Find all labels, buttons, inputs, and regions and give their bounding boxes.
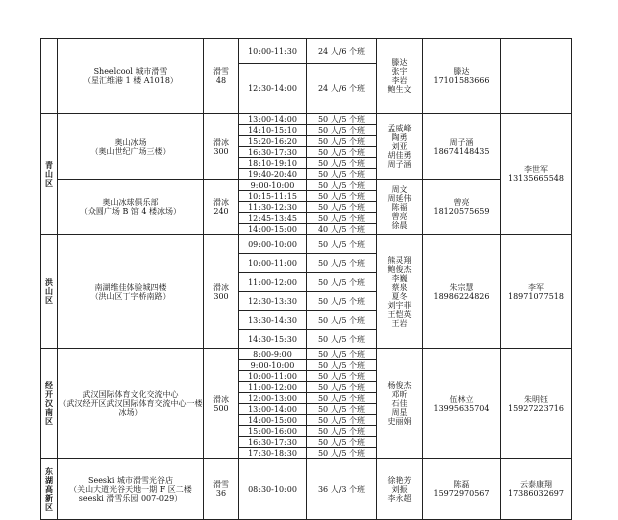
sport-capacity-cell bbox=[204, 459, 239, 520]
district-contact-phone: 13135665548 bbox=[508, 174, 564, 183]
sport-capacity-cell bbox=[204, 235, 239, 349]
district-contact-name: 李军 bbox=[528, 282, 544, 292]
contact-name: 滕达 bbox=[453, 67, 470, 76]
time-slot: 16:30-17:30 bbox=[239, 147, 307, 158]
coach-name: 刘亚 bbox=[391, 142, 408, 151]
group-size: 50 人/5 个班 bbox=[307, 147, 377, 158]
group-size: 50 人/5 个班 bbox=[307, 426, 377, 437]
capacity: 500 bbox=[213, 403, 229, 413]
contact-phone: 15972970567 bbox=[433, 489, 490, 498]
coach-name: 胡佳勇 bbox=[387, 151, 412, 160]
group-size: 50 人/5 个班 bbox=[307, 415, 377, 426]
sport-type: 滑雪 bbox=[213, 67, 229, 76]
coach-name: 杨俊杰 bbox=[387, 381, 412, 390]
time-slot: 9:00-10:00 bbox=[239, 360, 307, 371]
coach-name: 蔡泉 bbox=[391, 282, 408, 292]
sport-type: 滑冰 bbox=[213, 137, 229, 147]
time-slot: 17:30-18:30 bbox=[239, 448, 307, 459]
coach-name: 鲍生文 bbox=[387, 85, 412, 94]
group-size: 50 人/5 个班 bbox=[307, 114, 377, 125]
coaches-cell bbox=[377, 459, 423, 520]
contact-phone: 13995635704 bbox=[433, 403, 490, 413]
time-slot: 15:00-16:00 bbox=[239, 426, 307, 437]
schedule-row bbox=[41, 114, 572, 125]
coach-name: 石佳 bbox=[391, 399, 408, 408]
district-contact-cell bbox=[501, 459, 572, 520]
district-contact-cell bbox=[501, 114, 572, 235]
coach-name: 王岩 bbox=[391, 318, 408, 328]
sport-capacity-cell bbox=[204, 114, 239, 180]
coach-name: 徐艳芳 bbox=[387, 475, 412, 485]
time-slot: 10:00-11:00 bbox=[239, 371, 307, 382]
group-size: 50 人/5 个班 bbox=[307, 273, 377, 292]
time-slot: 10:00-11:00 bbox=[239, 254, 307, 273]
venue-cell bbox=[58, 235, 204, 349]
group-size: 50 人/5 个班 bbox=[307, 169, 377, 180]
venue-schedule-table bbox=[40, 38, 572, 520]
group-size: 50 人/5 个班 bbox=[307, 371, 377, 382]
time-slot: 8:00-9:00 bbox=[239, 349, 307, 360]
coach-name: 曾亮 bbox=[391, 211, 408, 221]
district-contact-name: 朱明钰 bbox=[524, 394, 548, 404]
group-size: 50 人/5 个班 bbox=[307, 158, 377, 169]
group-size: 50 人/5 个班 bbox=[307, 437, 377, 448]
time-slot: 13:30-14:30 bbox=[239, 311, 307, 330]
coach-name: 熊灵翔 bbox=[387, 255, 412, 265]
venue-cell bbox=[58, 114, 204, 180]
coach-name: 周星 bbox=[391, 408, 408, 417]
district-contact-name: 云泰康翔 bbox=[520, 480, 552, 489]
group-size: 50 人/5 个班 bbox=[307, 180, 377, 191]
time-slot: 12:30-13:30 bbox=[239, 292, 307, 311]
coach-name: 李永超 bbox=[387, 493, 412, 503]
group-size: 50 人/5 个班 bbox=[307, 125, 377, 136]
group-size: 50 人/5 个班 bbox=[307, 213, 377, 224]
time-slot: 13:00-14:00 bbox=[239, 404, 307, 415]
coach-name: 孟威峰 bbox=[387, 124, 412, 133]
group-size: 50 人/5 个班 bbox=[307, 349, 377, 360]
coach-name: 李岩 bbox=[391, 76, 408, 85]
venue-name: Seeski 城市滑雪光谷店 bbox=[87, 475, 173, 485]
venue-name: 武汉国际体育文化交流中心 bbox=[82, 390, 179, 399]
coaches-cell bbox=[377, 180, 423, 235]
venue-contact-cell bbox=[423, 459, 501, 520]
time-slot: 10:15-11:15 bbox=[239, 191, 307, 202]
time-slot: 09:00-10:00 bbox=[239, 235, 307, 254]
contact-name: 朱宗慧 bbox=[449, 282, 474, 292]
group-size: 50 人/5 个班 bbox=[307, 404, 377, 415]
district-contact-cell bbox=[501, 349, 572, 459]
schedule-row bbox=[41, 235, 572, 254]
time-slot: 12:30-14:00 bbox=[239, 64, 307, 114]
sport-type: 滑冰 bbox=[213, 394, 229, 404]
region-cell: 洪 山 区 bbox=[41, 235, 58, 349]
capacity: 36 bbox=[215, 489, 227, 498]
time-slot: 12:00-13:00 bbox=[239, 393, 307, 404]
venue-address: （洪山区丁字桥南路） bbox=[90, 291, 171, 301]
region-cell: 东 湖 高 新 区 bbox=[41, 459, 58, 520]
group-size: 50 人/5 个班 bbox=[307, 136, 377, 147]
group-size: 50 人/5 个班 bbox=[307, 382, 377, 393]
coach-name: 陶勇 bbox=[391, 133, 408, 142]
district-contact-cell bbox=[501, 235, 572, 349]
coach-name: 史丽娟 bbox=[387, 417, 412, 426]
venue-name: 奥山冰场 bbox=[114, 137, 147, 147]
group-size: 50 人/5 个班 bbox=[307, 191, 377, 202]
time-slot: 11:00-12:00 bbox=[239, 382, 307, 393]
schedule-row bbox=[41, 180, 572, 191]
time-slot: 11:00-12:00 bbox=[239, 273, 307, 292]
capacity: 300 bbox=[213, 291, 229, 301]
venue-contact-cell bbox=[423, 180, 501, 235]
venue-cell bbox=[58, 39, 204, 114]
venue-name: Sheelcool 城市滑雪 bbox=[93, 67, 168, 76]
group-size: 50 人/5 个班 bbox=[307, 292, 377, 311]
coaches-cell bbox=[377, 349, 423, 459]
time-slot: 19:40-20:40 bbox=[239, 169, 307, 180]
coach-name: 徐晨 bbox=[391, 220, 408, 230]
time-slot: 16:30-17:30 bbox=[239, 437, 307, 448]
venue-address: （奥山世纪广场三楼） bbox=[90, 146, 171, 156]
venue-name: 南湖维佳体验城四楼 bbox=[94, 282, 167, 292]
group-size: 50 人/5 个班 bbox=[307, 360, 377, 371]
coach-name: 周子涵 bbox=[387, 160, 412, 169]
schedule-row bbox=[41, 459, 572, 520]
district-contact-phone: 17386032697 bbox=[508, 489, 564, 498]
contact-phone: 18674148435 bbox=[433, 146, 490, 156]
group-size: 50 人/5 个班 bbox=[307, 448, 377, 459]
contact-phone: 18120575659 bbox=[433, 207, 490, 216]
group-size: 50 人/5 个班 bbox=[307, 235, 377, 254]
contact-name: 周子涵 bbox=[449, 137, 474, 147]
venue-cell bbox=[58, 180, 204, 235]
time-slot: 14:00-15:00 bbox=[239, 415, 307, 426]
coach-name: 滕达 bbox=[391, 58, 408, 67]
coach-name: 刘振 bbox=[391, 484, 408, 494]
group-size: 40 人/5 个班 bbox=[307, 224, 377, 235]
time-slot: 14:10-15:10 bbox=[239, 125, 307, 136]
contact-phone: 17101583666 bbox=[433, 76, 490, 85]
sport-type: 滑雪 bbox=[213, 480, 229, 489]
coach-name: 李巍 bbox=[391, 273, 408, 283]
venue-contact-cell bbox=[423, 39, 501, 114]
capacity: 240 bbox=[213, 207, 229, 216]
time-slot: 9:00-10:00 bbox=[239, 180, 307, 191]
time-slot: 18:10-19:10 bbox=[239, 158, 307, 169]
coach-name: 王恺英 bbox=[387, 309, 412, 319]
sport-type: 滑冰 bbox=[213, 282, 229, 292]
district-contact-empty bbox=[501, 39, 572, 114]
district-contact-phone: 15927223716 bbox=[508, 403, 564, 413]
region-cell bbox=[41, 39, 58, 114]
coaches-cell bbox=[377, 235, 423, 349]
region-cell: 青 山 区 bbox=[41, 114, 58, 235]
coach-name: 刘宇菲 bbox=[387, 300, 412, 310]
schedule-row bbox=[41, 349, 572, 360]
sport-capacity-cell bbox=[204, 39, 239, 114]
coaches-cell bbox=[377, 39, 423, 114]
time-slot: 13:00-14:00 bbox=[239, 114, 307, 125]
schedule-row bbox=[41, 39, 572, 64]
group-size: 50 人/5 个班 bbox=[307, 393, 377, 404]
time-slot: 14:00-15:00 bbox=[239, 224, 307, 235]
region-cell: 经 开 汉 南 区 bbox=[41, 349, 58, 459]
group-size: 50 人/5 个班 bbox=[307, 330, 377, 349]
time-slot: 08:30-10:00 bbox=[239, 459, 307, 520]
time-slot: 10:00-11:30 bbox=[239, 39, 307, 64]
venue-cell bbox=[58, 349, 204, 459]
coach-name: 陈福 bbox=[391, 202, 408, 212]
venue-address: （星汇维港 1 楼 A1018） bbox=[83, 76, 178, 85]
coach-name: 邓昕 bbox=[391, 390, 408, 399]
venue-cell bbox=[58, 459, 204, 520]
time-slot: 15:20-16:20 bbox=[239, 136, 307, 147]
capacity: 300 bbox=[213, 146, 229, 156]
venue-address: （众圆广场 B 馆 4 楼冰场） bbox=[79, 207, 182, 216]
coach-name: 周延伟 bbox=[387, 193, 412, 203]
venue-contact-cell bbox=[423, 114, 501, 180]
venue-address: （关山大道光谷天地一期 F 区二楼 seeski 滑雪乐园 007-029） bbox=[69, 484, 192, 503]
coach-name: 鲍俊杰 bbox=[387, 264, 412, 274]
sport-type: 滑冰 bbox=[213, 198, 229, 207]
group-size: 24 人/6 个班 bbox=[307, 39, 377, 64]
time-slot: 12:45-13:45 bbox=[239, 213, 307, 224]
contact-name: 曾亮 bbox=[453, 198, 470, 207]
contact-name: 陈磊 bbox=[453, 480, 470, 489]
venue-name: 奥山冰球俱乐部 bbox=[102, 198, 159, 207]
schedule-sheet bbox=[40, 38, 572, 520]
contact-name: 伍林立 bbox=[449, 394, 474, 404]
time-slot: 11:30-12:30 bbox=[239, 202, 307, 213]
capacity: 48 bbox=[215, 76, 227, 85]
group-size: 50 人/5 个班 bbox=[307, 202, 377, 213]
coach-name: 张宇 bbox=[391, 67, 408, 76]
group-size: 36 人/3 个班 bbox=[307, 459, 377, 520]
venue-address: （武汉经开区武汉国际体育交流中心一楼冰场） bbox=[58, 399, 203, 417]
coach-name: 夏冬 bbox=[391, 291, 408, 301]
district-contact-name: 李世军 bbox=[524, 165, 548, 174]
coach-name: 周文 bbox=[391, 184, 408, 194]
sport-capacity-cell bbox=[204, 180, 239, 235]
venue-contact-cell bbox=[423, 235, 501, 349]
venue-contact-cell bbox=[423, 349, 501, 459]
coaches-cell bbox=[377, 114, 423, 180]
sport-capacity-cell bbox=[204, 349, 239, 459]
group-size: 24 人/6 个班 bbox=[307, 64, 377, 114]
group-size: 50 人/5 个班 bbox=[307, 254, 377, 273]
group-size: 50 人/5 个班 bbox=[307, 311, 377, 330]
time-slot: 14:30-15:30 bbox=[239, 330, 307, 349]
district-contact-phone: 18971077518 bbox=[508, 291, 564, 301]
contact-phone: 18986224826 bbox=[433, 291, 490, 301]
